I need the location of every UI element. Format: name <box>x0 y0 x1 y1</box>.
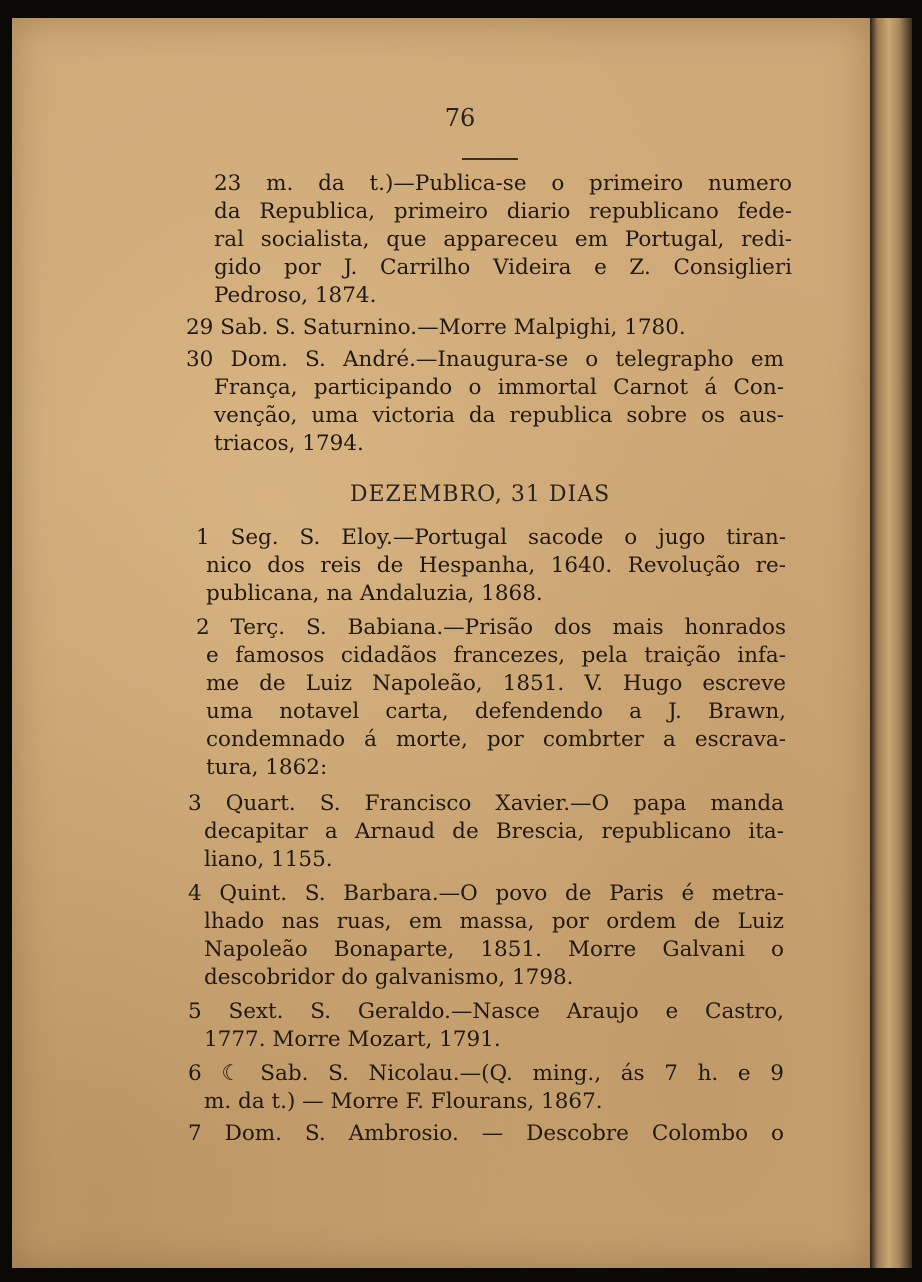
entry-line: 3 Quart. S. Francisco Xavier.—O papa manda <box>188 791 784 816</box>
month-heading: DEZEMBRO, 31 DIAS <box>349 482 611 507</box>
entry-line: Napoleão Bonaparte, 1851. Morre Galvani o <box>204 937 784 962</box>
entry-line: Pedroso, 1874. <box>214 283 377 308</box>
entry-line: lhado nas ruas, em massa, por ordem de Luiz <box>204 909 784 934</box>
entry-line: 23 m. da t.)—Publica-se o primeiro numero <box>214 171 792 196</box>
entry-line: 4 Quint. S. Barbara.—O povo de Paris é metra- <box>188 881 784 906</box>
entry-line: 5 Sext. S. Geraldo.—Nasce Araujo e Castro, <box>188 999 784 1024</box>
entry-line: m. da t.) — Morre F. Flourans, 1867. <box>204 1089 603 1114</box>
page-number: 76 <box>444 104 476 132</box>
entry-line: venção, uma victoria da republica sobre os aus- <box>214 403 784 428</box>
entry-line: descobridor do galvanismo, 1798. <box>204 965 574 990</box>
entry-line: gido por J. Carrilho Videira e Z. Consiglieri <box>214 255 792 280</box>
entry-line: 30 Dom. S. André.—Inaugura-se o telegrapho em <box>186 347 784 372</box>
entry-line: 2 Terç. S. Babiana.—Prisão dos mais honrados <box>196 615 786 640</box>
entry-line: uma notavel carta, defendendo a J. Brawn, <box>206 699 786 724</box>
entry-line: nico dos reis de Hespanha, 1640. Revolução re- <box>206 553 786 578</box>
entry-line: publicana, na Andaluzia, 1868. <box>206 581 543 606</box>
entry-line: triacos, 1794. <box>214 431 364 456</box>
entry-line: 6 ☾ Sab. S. Nicolau.—(Q. ming., ás 7 h. e 9 <box>188 1061 784 1086</box>
entry-line: tura, 1862: <box>206 755 328 780</box>
entry-line: França, participando o immortal Carnot á Con- <box>214 375 784 400</box>
entry-line: liano, 1155. <box>204 847 333 872</box>
entry-line: e famosos cidadãos francezes, pela traição infa- <box>206 643 786 668</box>
entry-line: 7 Dom. S. Ambrosio. — Descobre Colombo o <box>188 1121 784 1146</box>
entry-line: da Republica, primeiro diario republicano fede- <box>214 199 792 224</box>
entry-line: condemnado á morte, por combrter a escrava- <box>206 727 786 752</box>
page-edge <box>870 18 912 1268</box>
entry-line: me de Luiz Napoleão, 1851. V. Hugo escreve <box>206 671 786 696</box>
entry-line: ral socialista, que appareceu em Portugal, redi- <box>214 227 792 252</box>
entry-line: 1777. Morre Mozart, 1791. <box>204 1027 501 1052</box>
entry-line: 1 Seg. S. Eloy.—Portugal sacode o jugo tiran- <box>196 525 786 550</box>
divider-rule <box>462 158 518 160</box>
entry-line: 29 Sab. S. Saturnino.—Morre Malpighi, 1780. <box>186 315 686 340</box>
entry-line: decapitar a Arnaud de Brescia, republicano ita- <box>204 819 784 844</box>
